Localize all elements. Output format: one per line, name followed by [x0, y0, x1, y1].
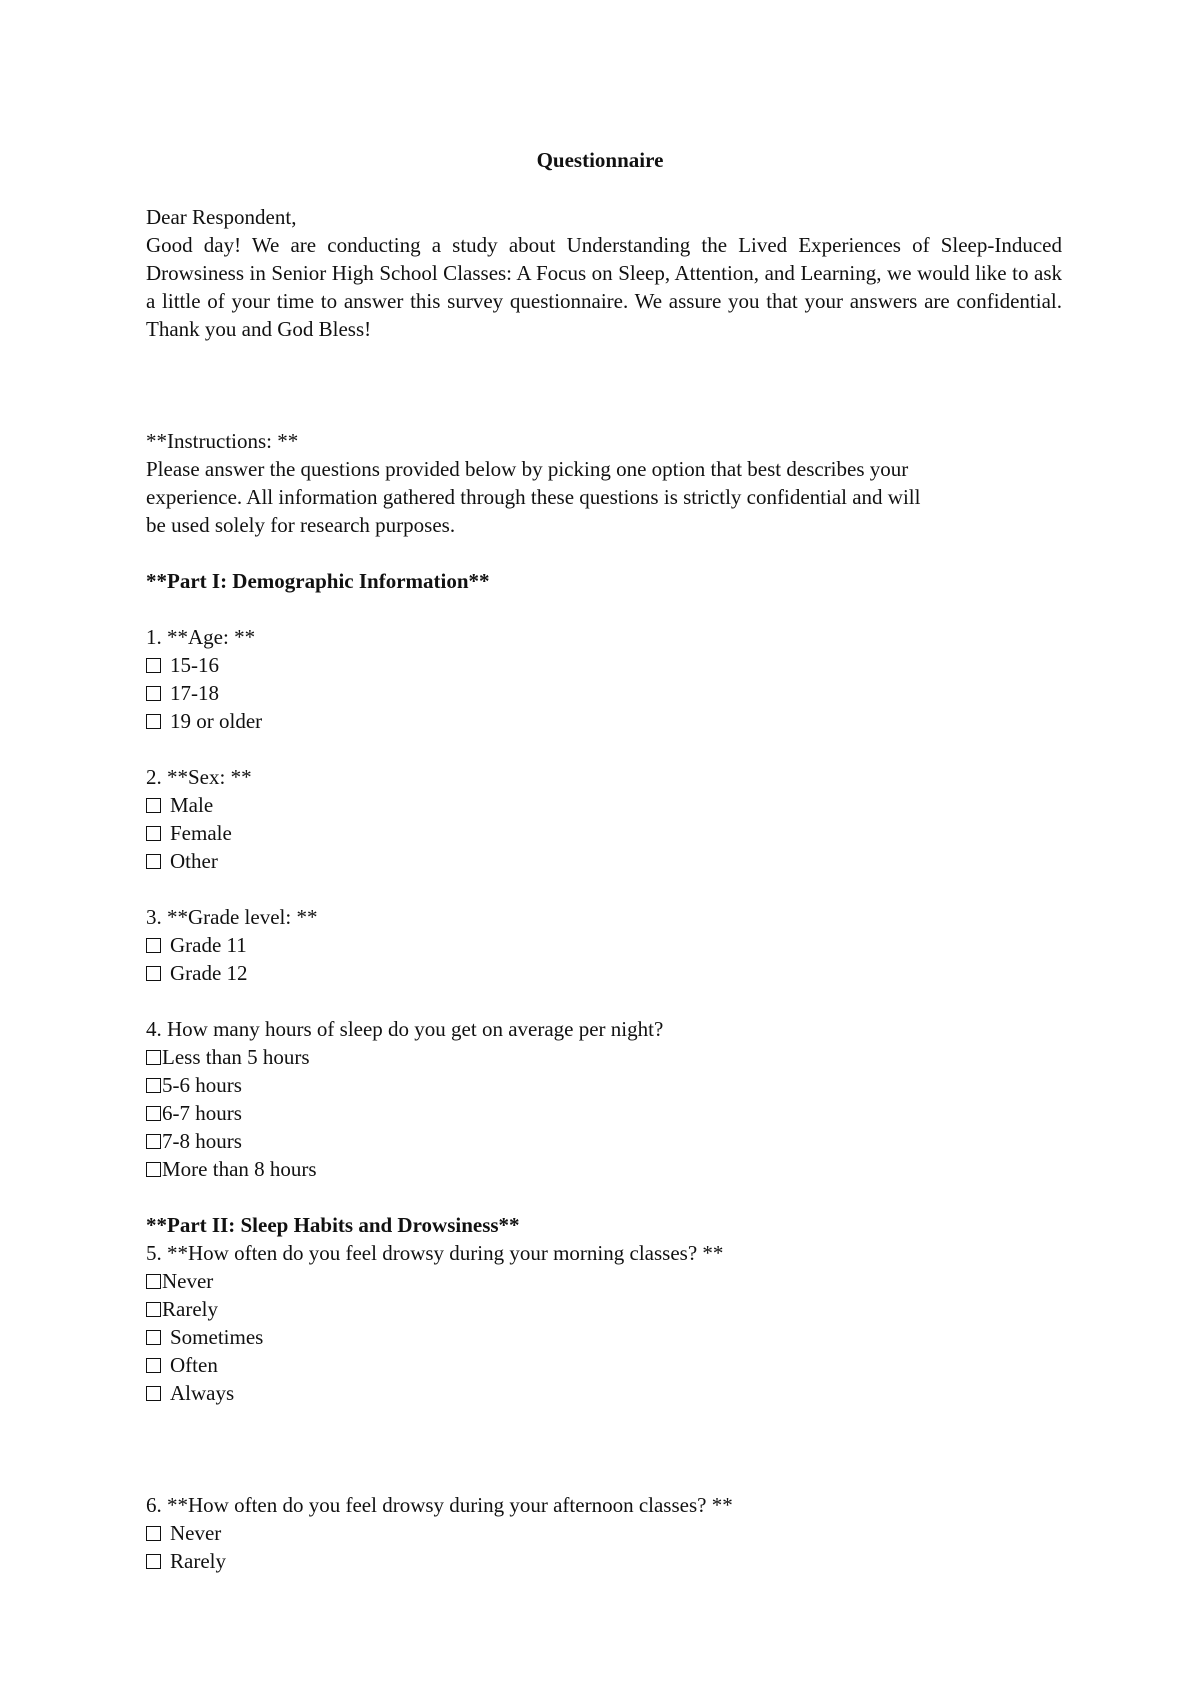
checkbox-icon[interactable]	[146, 938, 161, 953]
option-label: Female	[170, 821, 232, 845]
checkbox-icon[interactable]	[146, 1554, 161, 1569]
checkbox-icon[interactable]	[146, 1386, 161, 1401]
checkbox-icon[interactable]	[146, 1134, 161, 1149]
option-label: Never	[170, 1521, 222, 1545]
question-label: 1. **Age: **	[146, 625, 256, 649]
checkbox-icon[interactable]	[146, 1162, 161, 1177]
option-label: 6-7 hours	[162, 1101, 242, 1125]
option-label: 19 or older	[170, 709, 263, 733]
option-label: Grade 11	[170, 933, 247, 957]
option-label: 15-16	[170, 653, 219, 677]
option-label: Rarely	[170, 1549, 226, 1573]
checkbox-icon[interactable]	[146, 1330, 161, 1345]
option[interactable]	[146, 679, 1062, 707]
option-label: Never	[162, 1269, 214, 1293]
checkbox-icon[interactable]	[146, 854, 161, 869]
option-label: 7-8 hours	[162, 1129, 242, 1153]
option[interactable]	[146, 1295, 1062, 1323]
option[interactable]	[146, 931, 1062, 959]
option-label: Grade 12	[170, 961, 248, 985]
option-label: Other	[170, 849, 218, 873]
question-label: 5. **How often do you feel drowsy during your morning classes? **	[146, 1241, 724, 1265]
instructions-line: experience. All information gathered through these questions is strictly confidential and will	[146, 485, 921, 509]
instructions-line: Please answer the questions provided below by picking one option that best describes your	[146, 457, 909, 481]
option[interactable]	[146, 1379, 1062, 1407]
option[interactable]	[146, 1099, 1062, 1127]
question-label: 2. **Sex: **	[146, 765, 252, 789]
intro-paragraph: Good day! We are conducting a study about Understanding the Lived Experiences of Sleep-Induced Drowsiness in Senior High School Classes: A Focus on Sleep, Attention, and Learning, we would like to ask a little of your time to answer this survey questionnaire. We assure you that your answers are confidential. Thank you and God Bless!	[146, 233, 1062, 341]
question-label: 4. How many hours of sleep do you get on average per night?	[146, 1017, 664, 1041]
question-label: 6. **How often do you feel drowsy during your afternoon classes? **	[146, 1493, 733, 1517]
checkbox-icon[interactable]	[146, 1274, 161, 1289]
option[interactable]	[146, 651, 1062, 679]
document-body	[146, 203, 1062, 1575]
option-label: Less than 5 hours	[162, 1045, 310, 1069]
checkbox-icon[interactable]	[146, 686, 161, 701]
option[interactable]	[146, 707, 1062, 735]
option[interactable]	[146, 1351, 1062, 1379]
option[interactable]	[146, 1043, 1062, 1071]
option[interactable]	[146, 1155, 1062, 1183]
option[interactable]	[146, 1547, 1062, 1575]
greeting: Dear Respondent,	[146, 205, 297, 229]
option-label: Always	[170, 1381, 235, 1405]
option-label: More than 8 hours	[162, 1157, 317, 1181]
checkbox-icon[interactable]	[146, 826, 161, 841]
part1-heading: **Part I: Demographic Information**	[146, 569, 490, 593]
instructions-heading: **Instructions: **	[146, 429, 299, 453]
question-label: 3. **Grade level: **	[146, 905, 318, 929]
option[interactable]	[146, 847, 1062, 875]
option[interactable]	[146, 1323, 1062, 1351]
checkbox-icon[interactable]	[146, 1050, 161, 1065]
instructions-line: be used solely for research purposes.	[146, 513, 456, 537]
option[interactable]	[146, 1519, 1062, 1547]
document-title: Questionnaire	[536, 148, 664, 172]
option[interactable]	[146, 791, 1062, 819]
option-label: 5-6 hours	[162, 1073, 242, 1097]
checkbox-icon[interactable]	[146, 1358, 161, 1373]
option[interactable]	[146, 1071, 1062, 1099]
option-label: 17-18	[170, 681, 219, 705]
option-label: Often	[170, 1353, 218, 1377]
part2-heading: **Part II: Sleep Habits and Drowsiness**	[146, 1213, 520, 1237]
checkbox-icon[interactable]	[146, 714, 161, 729]
checkbox-icon[interactable]	[146, 1526, 161, 1541]
checkbox-icon[interactable]	[146, 798, 161, 813]
option-label: Male	[170, 793, 214, 817]
checkbox-icon[interactable]	[146, 1078, 161, 1093]
checkbox-icon[interactable]	[146, 966, 161, 981]
option[interactable]	[146, 819, 1062, 847]
option[interactable]	[146, 1127, 1062, 1155]
checkbox-icon[interactable]	[146, 658, 161, 673]
option-label: Sometimes	[170, 1325, 264, 1349]
option[interactable]	[146, 1267, 1062, 1295]
checkbox-icon[interactable]	[146, 1302, 161, 1317]
option[interactable]	[146, 959, 1062, 987]
checkbox-icon[interactable]	[146, 1106, 161, 1121]
option-label: Rarely	[162, 1297, 218, 1321]
